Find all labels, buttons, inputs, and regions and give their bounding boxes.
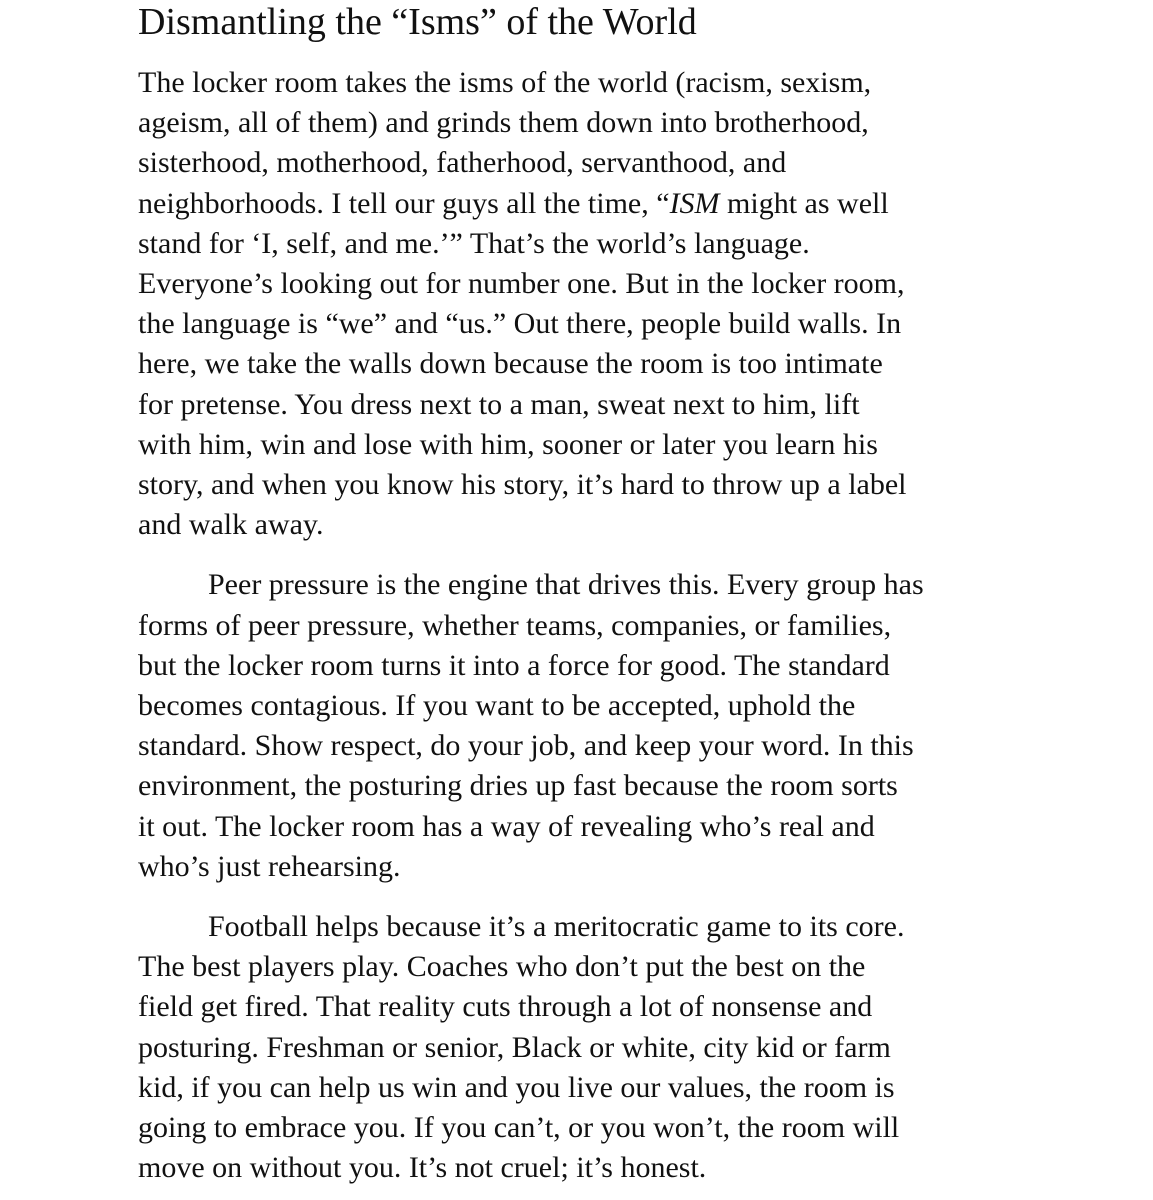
paragraph-peer-pressure: [138, 565, 1043, 887]
italic-term-ism: ISM: [669, 186, 720, 220]
section-heading: Dismantling the “Isms” of the World: [138, 1, 697, 43]
text-line: for pretense. You dress next to a man, sweat next to him, lift: [138, 387, 860, 421]
text-line: field get fired. That reality cuts through a lot of nonsense and: [138, 990, 873, 1024]
text-line: but the locker room turns it into a force for good. The standard: [138, 648, 890, 682]
text-line: [138, 184, 1043, 224]
text-line: it out. The locker room has a way of revealing who’s real and: [138, 809, 875, 843]
text-line: Football helps because it’s a meritocratic game to its core.: [208, 910, 905, 944]
text-line: ageism, all of them) and grinds them down into brotherhood,: [138, 106, 869, 140]
text-line: move on without you. It’s not cruel; it’s honest.: [138, 1151, 707, 1185]
text-line: becomes contagious. If you want to be accepted, uphold the: [138, 689, 856, 723]
paragraph-football: [138, 907, 1043, 1188]
text-line: Everyone’s looking out for number one. But in the locker room,: [138, 267, 905, 301]
text-line: kid, if you can help us win and you live our values, the room is: [138, 1070, 895, 1104]
text-line: standard. Show respect, do your job, and keep your word. In this: [138, 729, 914, 763]
text-segment: neighborhoods. I tell our guys all the time, “: [138, 186, 670, 220]
text-line: story, and when you know his story, it’s hard to throw up a label: [138, 468, 907, 502]
text-segment: might as well: [719, 186, 889, 220]
text-line: the language is “we” and “us.” Out there, people build walls. In: [138, 307, 902, 341]
text-line: forms of peer pressure, whether teams, companies, or families,: [138, 608, 892, 642]
text-line: going to embrace you. If you can’t, or you won’t, the room will: [138, 1111, 900, 1145]
paragraph-isms: [138, 63, 1043, 545]
text-line: and walk away.: [138, 508, 324, 542]
text-line: Peer pressure is the engine that drives this. Every group has: [208, 568, 924, 602]
text-line: here, we take the walls down because the room is too intimate: [138, 347, 883, 381]
text-line: who’s just rehearsing.: [138, 849, 401, 883]
text-line: posturing. Freshman or senior, Black or white, city kid or farm: [138, 1030, 891, 1064]
text-line: The best players play. Coaches who don’t put the best on the: [138, 950, 866, 984]
text-line: sisterhood, motherhood, fatherhood, servanthood, and: [138, 146, 787, 180]
text-line: The locker room takes the isms of the world (racism, sexism,: [138, 66, 872, 99]
document-page: [138, 0, 1043, 1188]
text-line: stand for ‘I, self, and me.’” That’s the world’s language.: [138, 226, 810, 260]
text-line: with him, win and lose with him, sooner or later you learn his: [138, 427, 878, 461]
text-line: environment, the posturing dries up fast because the room sorts: [138, 769, 898, 803]
